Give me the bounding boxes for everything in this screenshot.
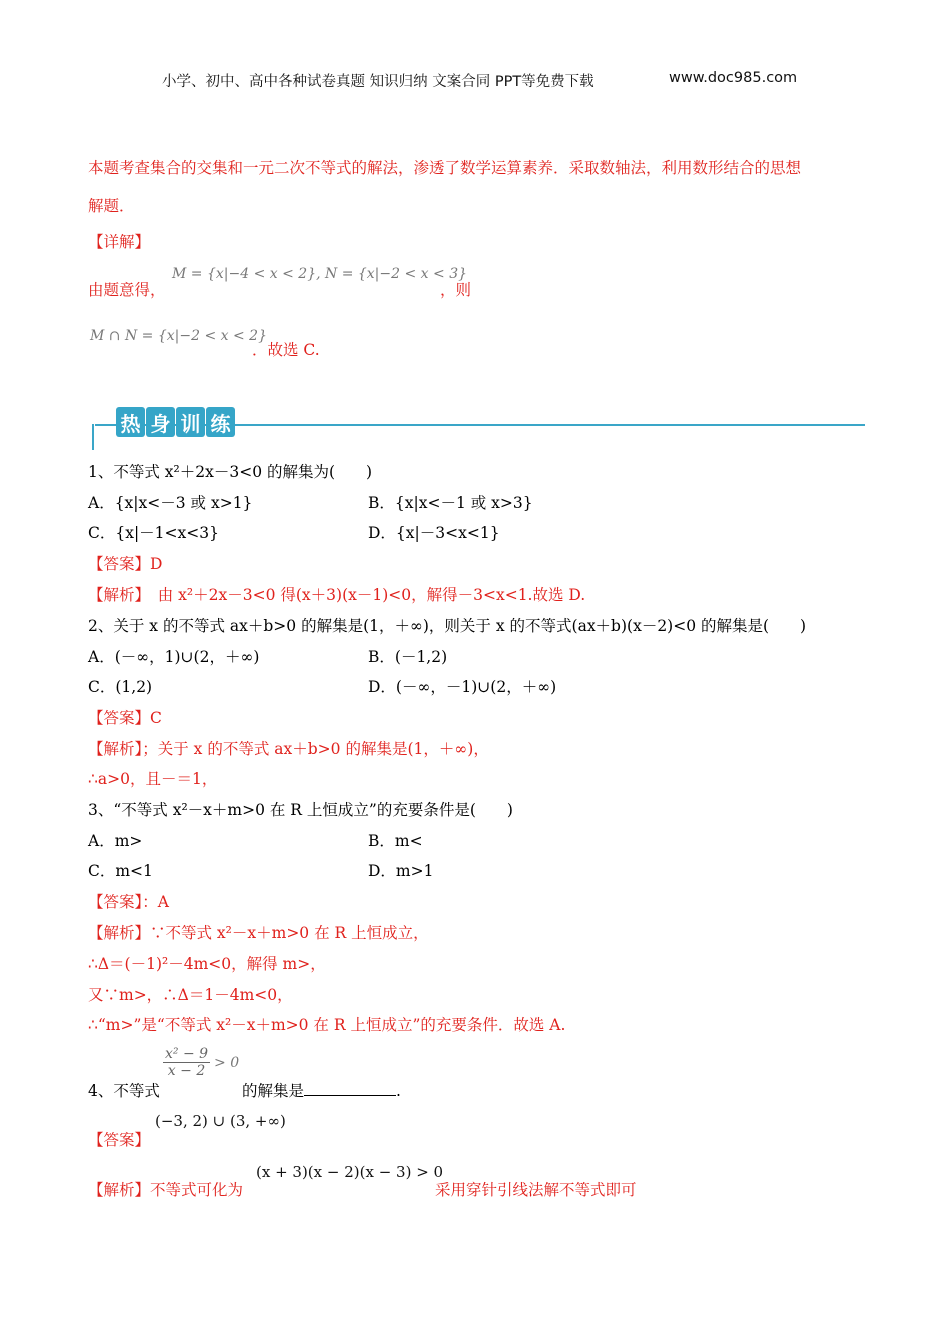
then-text: ，则 xyxy=(440,281,472,299)
q4-fraction-numerator: x² − 9 xyxy=(165,1046,209,1062)
q3-analysis-2: ∴Δ＝(－1)²－4m<0，解得 m>， xyxy=(88,955,326,973)
q1-option-a: A．{x|x<－3 或 x>1} xyxy=(88,494,253,512)
q4-fraction-denominator: x − 2 xyxy=(163,1062,210,1079)
q2-stem: 2、关于 x 的不等式 ax＋b>0 的解集是(1，＋∞)，则关于 x 的不等式(ax＋b)(x－2)<0 的解集是( ) xyxy=(88,617,807,635)
banner-char-1: 热 xyxy=(116,407,145,437)
q4-answer-blank[interactable] xyxy=(304,1081,396,1096)
q4-period: . xyxy=(396,1082,401,1100)
q1-option-d: D．{x|－3<x<1} xyxy=(368,524,500,542)
q2-answer: 【答案】C xyxy=(88,709,162,727)
q3-option-a: A．m> xyxy=(88,832,143,850)
header-url[interactable]: www.doc985.com xyxy=(669,70,798,86)
q3-stem: 3、“不等式 x²－x＋m>0 在 R 上恒成立”的充要条件是( ) xyxy=(88,801,513,819)
intro-line-2: 解题． xyxy=(88,197,135,215)
q2-option-c: C．(1,2) xyxy=(88,678,153,696)
q4-analysis-tail: 采用穿针引线法解不等式即可 xyxy=(435,1181,637,1199)
q1-stem: 1、不等式 x²＋2x－3<0 的解集为( ) xyxy=(88,463,373,481)
q2-option-b: B．(－1,2) xyxy=(368,648,448,666)
q3-analysis-4: ∴“m>”是“不等式 x²－x＋m>0 在 R 上恒成立”的充要条件．故选 A. xyxy=(88,1016,566,1034)
banner-char-2: 身 xyxy=(146,407,175,437)
q4-analysis-tag: 【解析】不等式可化为 xyxy=(88,1181,244,1199)
q1-option-c: C．{x|－1<x<3} xyxy=(88,524,219,542)
intro-line-1: 本题考查集合的交集和一元二次不等式的解法，渗透了数学运算素养．采取数轴法，利用数形结合的思想 xyxy=(88,159,802,177)
q3-option-d: D．m>1 xyxy=(368,862,434,880)
q1-analysis: 【解析】 由 x²＋2x－3<0 得(x＋3)(x－1)<0，解得－3<x<1.故选 D. xyxy=(88,586,586,604)
q4-fraction-inequality xyxy=(163,1046,239,1079)
q4-answer-value: (−3, 2) ∪ (3, +∞) xyxy=(155,1112,286,1130)
q4-fraction xyxy=(163,1046,210,1079)
conclusion-text: ．故选 C. xyxy=(252,341,320,359)
q4-suffix xyxy=(242,1081,401,1101)
q4-suffix-text: 的解集是 xyxy=(242,1082,305,1100)
q2-analysis-1: 【解析】；关于 x 的不等式 ax＋b>0 的解集是(1，＋∞)， xyxy=(88,740,489,758)
q2-analysis-2: ∴a>0，且－＝1， xyxy=(88,770,218,788)
q3-option-c: C．m<1 xyxy=(88,862,153,880)
header-title: 小学、初中、高中各种试卷真题 知识归纳 文案合同 PPT等免费下载 xyxy=(162,74,594,90)
banner-vertical-line xyxy=(92,424,94,450)
section-banner xyxy=(116,407,235,437)
q4-answer-tag: 【答案】 xyxy=(88,1131,151,1149)
q1-answer: 【答案】D xyxy=(88,555,163,573)
q1-option-b: B．{x|x<－1 或 x>3} xyxy=(368,494,533,512)
intersection-formula: M ∩ N = {x|−2 < x < 2} xyxy=(90,328,267,344)
banner-char-4: 练 xyxy=(206,407,235,437)
q4-fraction-rhs: > 0 xyxy=(214,1054,240,1071)
q3-option-b: B．m< xyxy=(368,832,423,850)
q2-option-d: D．(－∞，－1)∪(2，＋∞) xyxy=(368,678,557,696)
detail-tag: 【详解】 xyxy=(88,233,151,251)
q2-option-a: A．(－∞，1)∪(2，＋∞) xyxy=(88,648,260,666)
q4-analysis-formula: (x + 3)(x − 2)(x − 3) > 0 xyxy=(256,1163,444,1181)
q4-prefix: 4、不等式 xyxy=(88,1082,160,1100)
q3-analysis-3: 又∵m>，∴Δ＝1－4m<0， xyxy=(88,986,293,1004)
q3-analysis-1: 【解析】∵不等式 x²－x＋m>0 在 R 上恒成立， xyxy=(88,924,429,942)
banner-char-3: 训 xyxy=(176,407,205,437)
sets-formula: M = {x|−4 < x < 2}, N = {x|−2 < x < 3} xyxy=(172,266,468,282)
by-problem-text: 由题意得， xyxy=(88,281,166,299)
q3-answer: 【答案】：A xyxy=(88,893,169,911)
